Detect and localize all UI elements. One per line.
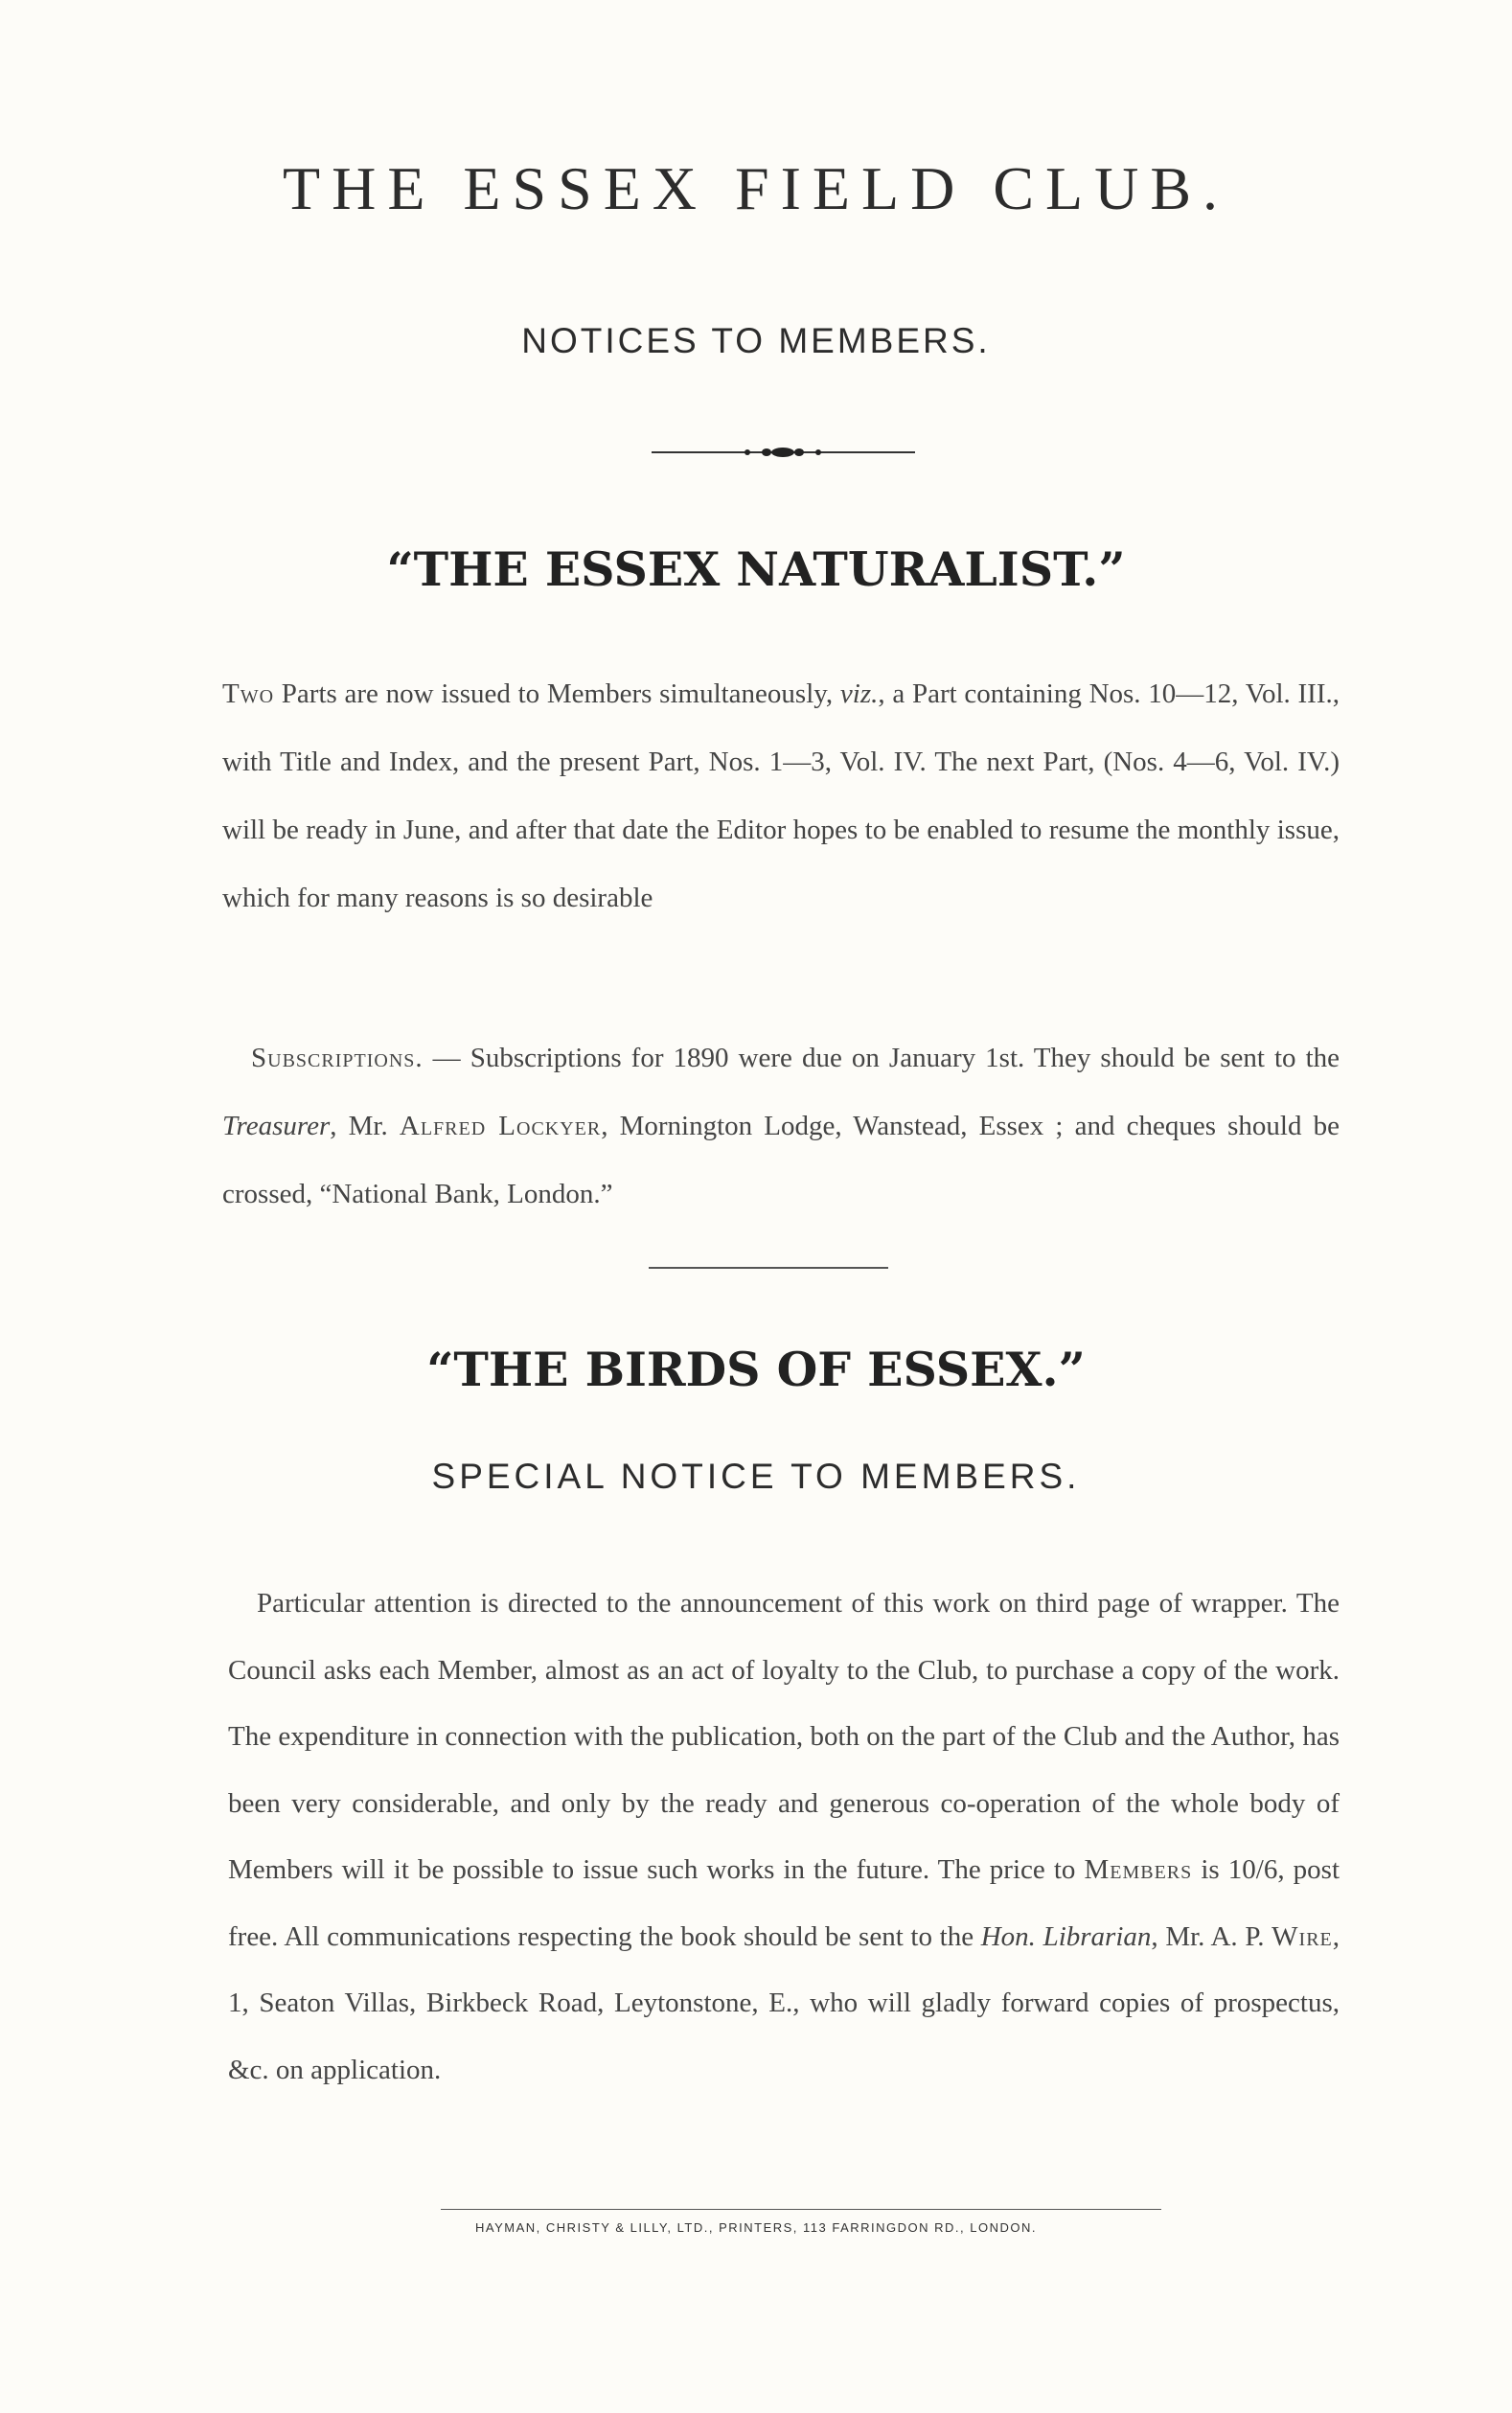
birds-paragraph	[228, 1571, 1340, 2103]
para-text: Parts are now issued to Members simultaneously,	[274, 678, 840, 709]
para-text: — Subscriptions for 1890 were due on January 1st. They should be sent to the	[423, 1043, 1340, 1073]
naturalist-paragraph	[222, 660, 1340, 932]
printer-imprint: HAYMAN, CHRISTY & LILLY, LTD., PRINTERS, 113 FARRINGDON RD., LONDON.	[475, 2220, 1037, 2235]
subscriptions-paragraph	[222, 1024, 1340, 1229]
para-text: , 1, Seaton Villas, Birkbeck Road, Leytonstone, E., who will gladly forward copies of prospectus, &c. on application.	[228, 1920, 1340, 2085]
naturalist-heading: “THE ESSEX NATURALIST.”	[386, 541, 1126, 597]
para-text: Particular attention is directed to the announcement of this work on third page of wrapper. The Council asks each Member, almost as an act of loyalty to the Club, to purchase a copy of the work. The expenditure in connection with the publication, both on the part of the Club and the Author, has been very considerable, and only by the ready and generous co-operation of the whole body of Members will it be possible to issue such works in the future. The price to	[228, 1588, 1340, 1885]
para-text: is 10/6, post free. All communications respecting the book should be sent to the	[228, 1854, 1340, 1952]
birds-heading: “THE BIRDS OF ESSEX.”	[426, 1342, 1086, 1397]
para-text: , a Part containing Nos. 10—12, Vol. III., with Title and Index, and the present Part, Nos. 1—3, Vol. IV. The next Part, (Nos. 4—6, Vol. IV.) will be ready in June, and after that date the Editor hopes to be enabled to resume the monthly issue, which for many reasons is so desirable	[222, 678, 1340, 913]
treasurer-name: Alfred Lockyer	[399, 1111, 602, 1141]
viz-italic: viz.	[839, 678, 879, 709]
para-text: , Mornington Lodge, Wanstead, Essex ; and cheques should be crossed, “National Bank, London.”	[222, 1111, 1340, 1209]
para-lead: Two	[222, 678, 275, 709]
ornament-divider	[652, 441, 915, 464]
para-text: , Mr. A. P.	[1151, 1920, 1272, 1952]
treasurer-italic: Treasurer	[222, 1111, 331, 1141]
special-notice-subheading: SPECIAL NOTICE TO MEMBERS.	[431, 1457, 1081, 1496]
subscriptions-lead: Subscriptions.	[251, 1043, 424, 1073]
notices-subtitle: NOTICES TO MEMBERS.	[521, 321, 991, 360]
librarian-name: Wire	[1271, 1920, 1333, 1952]
members-smallcaps: Members	[1084, 1854, 1193, 1885]
club-title: THE ESSEX FIELD CLUB.	[283, 154, 1229, 222]
section-divider	[649, 1267, 888, 1269]
footer-rule	[441, 2209, 1161, 2210]
librarian-italic: Hon. Librarian	[980, 1920, 1152, 1952]
para-text: , Mr.	[330, 1111, 400, 1141]
